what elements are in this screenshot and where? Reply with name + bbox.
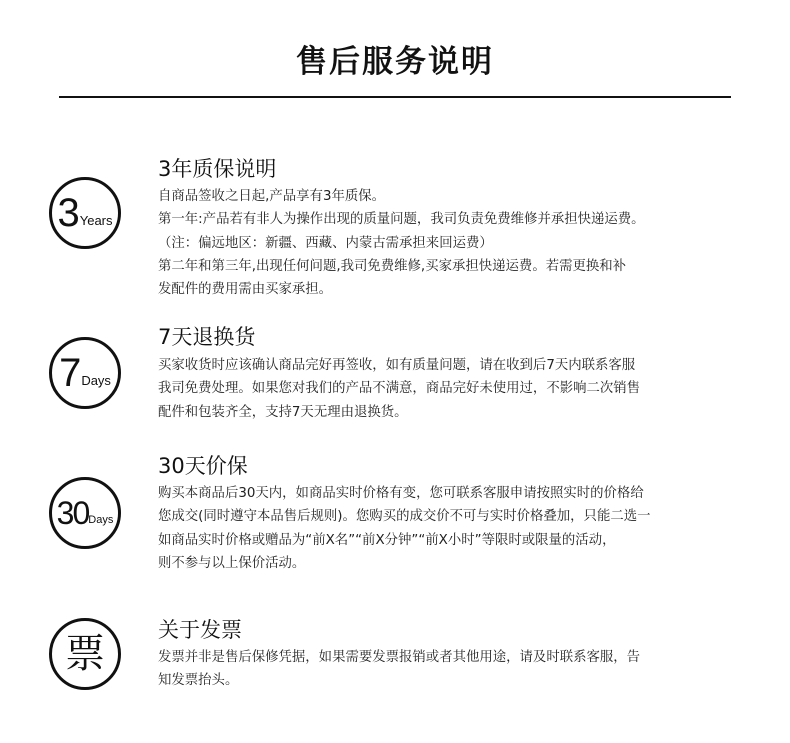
body-line: 如商品实时价格或赠品为“前X名”“前X分钟”“前X小时”等限时或限量的活动，: [158, 532, 616, 548]
title-divider: [59, 96, 731, 98]
badge-number: 30: [56, 495, 89, 531]
section-body: [158, 354, 748, 424]
badge-number: 7: [59, 351, 81, 395]
body-line: 自商品签收之日起,产品享有3年质保。: [158, 189, 386, 204]
section-heading: 7天退换货: [158, 325, 256, 349]
invoice-badge-icon: [49, 618, 121, 690]
three-years-badge-icon: [49, 177, 121, 249]
body-line: 您成交(同时遵守本品售后规则)。您购买的成交价不可与实时价格叠加，只能二选一: [158, 509, 651, 525]
section-body: [158, 185, 748, 301]
badge-glyph: 票: [65, 631, 105, 677]
body-line: 则不参与以上保价活动。: [158, 555, 306, 571]
body-line: 发票并非是售后保修凭据，如果需要发票报销或者其他用途，请及时联系客服，告: [158, 650, 641, 665]
body-line: 配件和包装齐全，支持7天无理由退换货。: [158, 404, 408, 420]
body-line: 我司免费处理。如果您对我们的产品不满意，商品完好未使用过，不影响二次销售: [158, 381, 641, 397]
page-title: 售后服务说明: [296, 44, 494, 80]
body-line: 发配件的费用需由买家承担。: [158, 282, 333, 298]
section-heading: 30天价保: [158, 454, 248, 478]
thirty-days-badge-icon: [49, 477, 121, 549]
section-body: [158, 646, 748, 693]
badge-unit: Days: [81, 372, 111, 388]
section-heading: 关于发票: [158, 618, 242, 642]
body-line: 知发票抬头。: [158, 673, 239, 689]
badge-unit: Years: [79, 212, 113, 228]
body-line: 第二年和第三年,出现任何问题,我司免费维修,买家承担快递运费。若需更换和补: [158, 258, 627, 274]
body-line: （注：偏远地区：新疆、西藏、内蒙古需承担来回运费）: [158, 235, 493, 251]
badge-number: 3: [57, 191, 79, 235]
badge-unit: Days: [88, 514, 114, 526]
body-line: 购买本商品后30天内，如商品实时价格有变，您可联系客服申请按照实时的价格给: [158, 486, 644, 501]
body-line: 第一年:产品若有非人为操作出现的质量问题，我司负责免费维修并承担快递运费。: [158, 212, 645, 228]
seven-days-badge-icon: [49, 337, 121, 409]
body-line: 买家收货时应该确认商品完好再签收，如有质量问题，请在收到后7天内联系客服: [158, 358, 636, 373]
section-body: [158, 482, 748, 575]
section-heading: 3年质保说明: [158, 157, 277, 181]
